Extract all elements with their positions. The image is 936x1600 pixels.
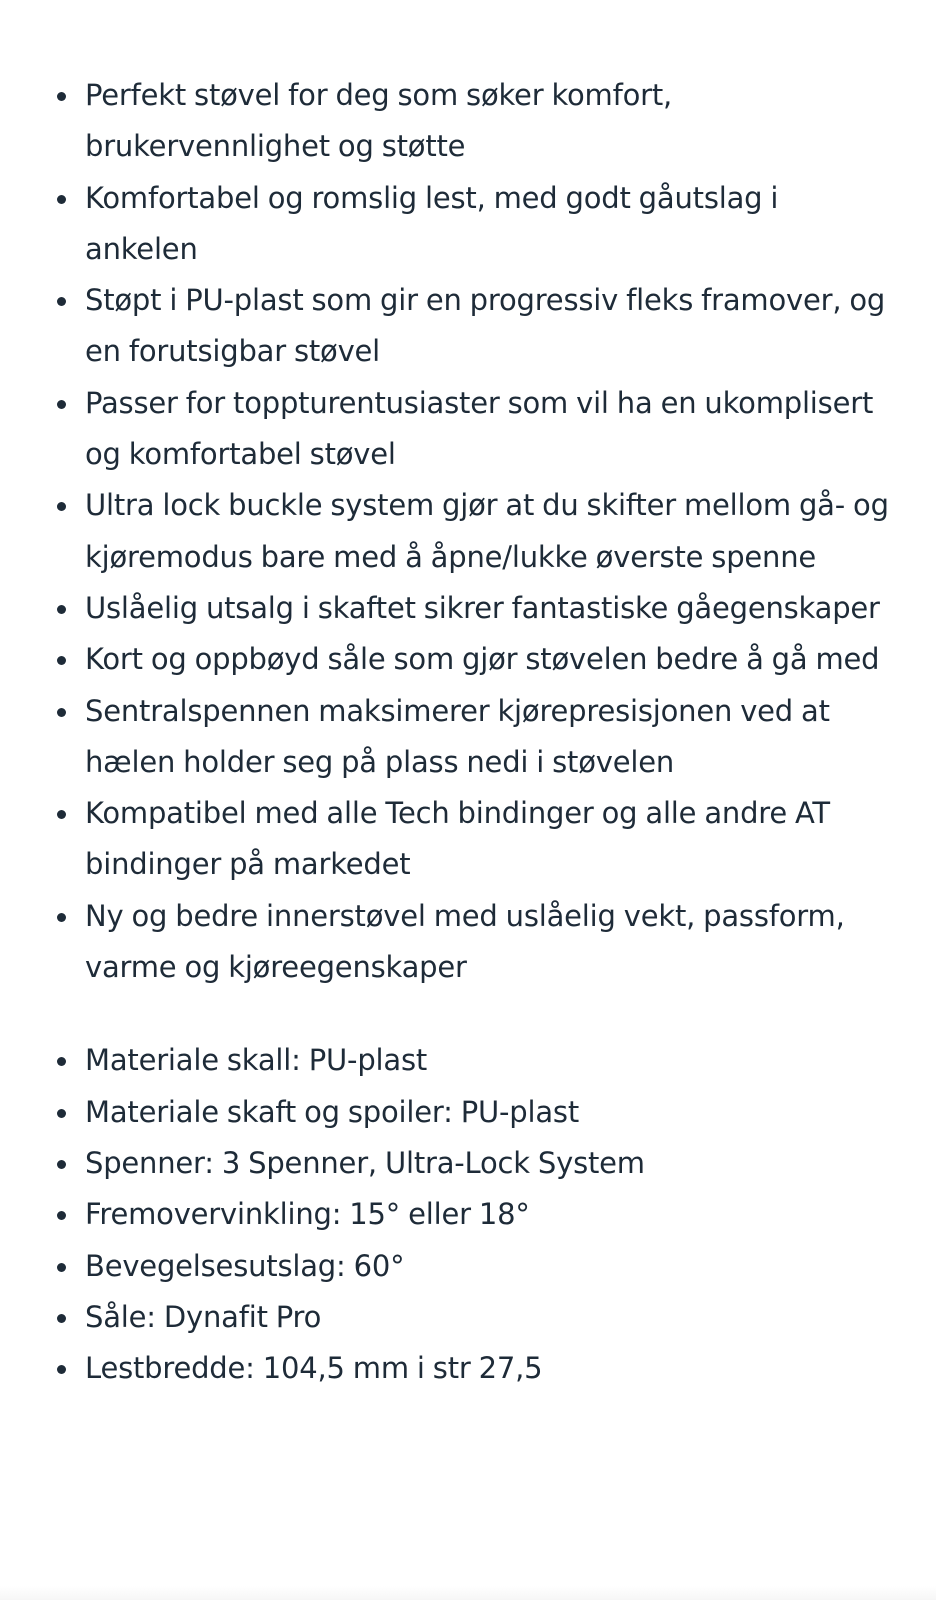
spec-item: Fremovervinkling: 15° eller 18° (85, 1189, 896, 1240)
feature-item: Komfortabel og romslig lest, med godt gåutslag i ankelen (85, 173, 896, 276)
feature-item: Passer for toppturentusiaster som vil ha en ukomplisert og komfortabel støvel (85, 378, 896, 481)
bottom-edge (0, 1586, 936, 1600)
feature-item: Uslåelig utsalg i skaftet sikrer fantastiske gåegenskaper (85, 583, 896, 634)
feature-item: Perfekt støvel for deg som søker komfort, brukervennlighet og støtte (85, 70, 896, 173)
feature-item: Støpt i PU-plast som gir en progressiv fleks framover, og en forutsigbar støvel (85, 275, 896, 378)
product-description (0, 70, 936, 1394)
spec-item: Lestbredde: 104,5 mm i str 27,5 (85, 1343, 896, 1394)
spec-item: Spenner: 3 Spenner, Ultra-Lock System (85, 1138, 896, 1189)
spec-item: Materiale skall: PU-plast (85, 1035, 896, 1086)
feature-item: Kort og oppbøyd såle som gjør støvelen bedre å gå med (85, 634, 896, 685)
feature-item: Ny og bedre innerstøvel med uslåelig vekt, passform, varme og kjøreegenskaper (85, 891, 896, 994)
spec-list (0, 1035, 936, 1394)
spec-item: Materiale skaft og spoiler: PU-plast (85, 1087, 896, 1138)
feature-item: Sentralspennen maksimerer kjørepresisjonen ved at hælen holder seg på plass nedi i støvelen (85, 686, 896, 789)
feature-list (0, 70, 936, 993)
feature-item: Kompatibel med alle Tech bindinger og alle andre AT bindinger på markedet (85, 788, 896, 891)
spec-item: Såle: Dynafit Pro (85, 1292, 896, 1343)
spec-item: Bevegelsesutslag: 60° (85, 1241, 896, 1292)
feature-item: Ultra lock buckle system gjør at du skifter mellom gå- og kjøremodus bare med å åpne/lukke øverste spenne (85, 480, 896, 583)
